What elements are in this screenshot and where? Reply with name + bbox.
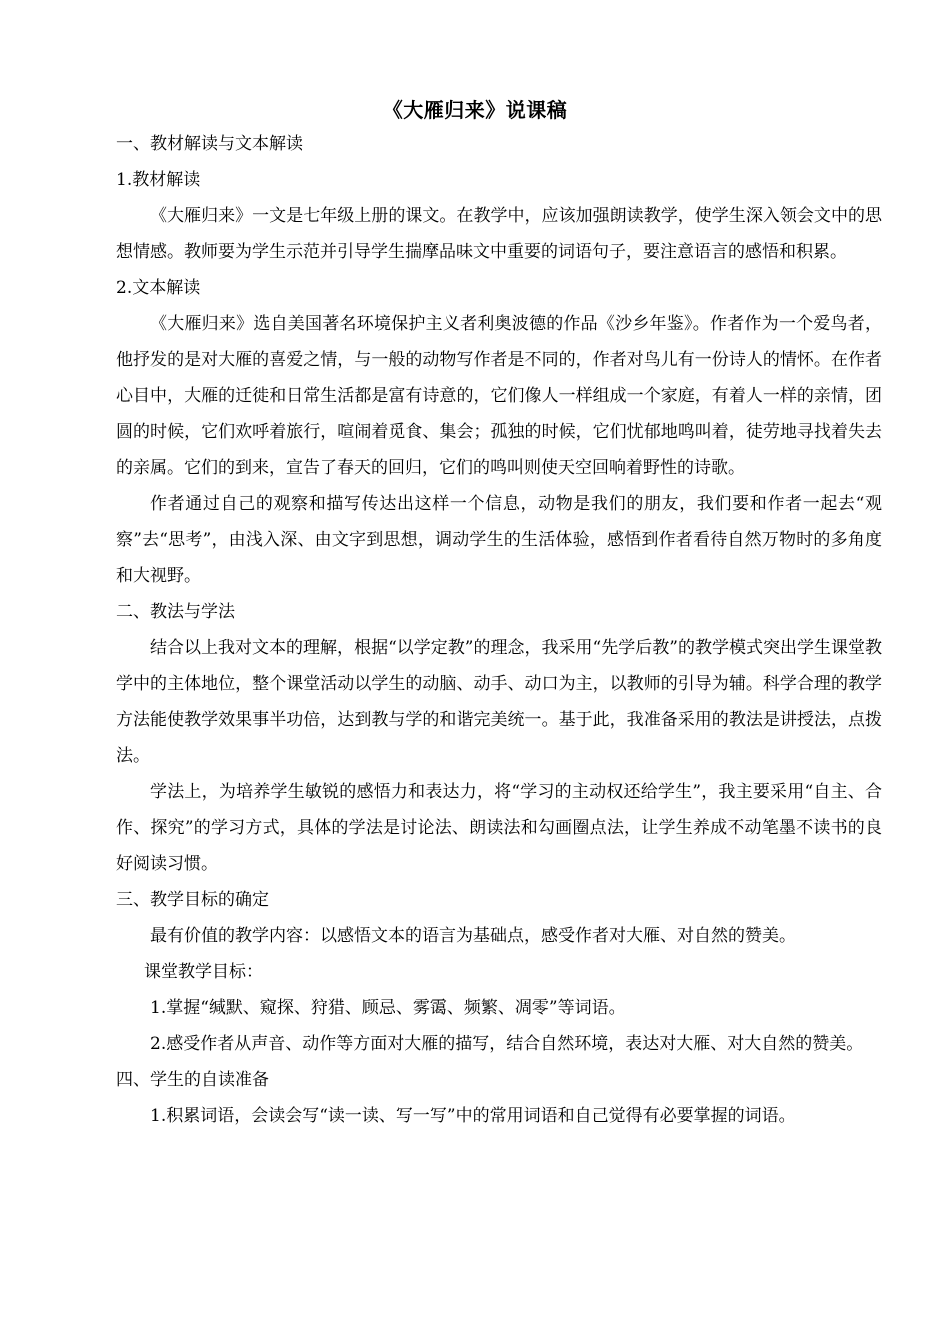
- document-body: [116, 126, 882, 1134]
- paragraph: 结合以上我对文本的理解，根据“以学定教”的理念，我采用“先学后教”的教学模式突出学生课堂教学中的主体地位，整个课堂活动以学生的动脑、动手、动口为主，以教师的引导为辅。科学合理的教学方法能使教学效果事半功倍，达到教与学的和谐完美统一。基于此，我准备采用的教法是讲授法，点拨法。: [116, 638, 882, 766]
- document-title: 《大雁归来》说课稿: [382, 98, 568, 122]
- subsection-heading-1-2: 2.文本解读: [116, 278, 201, 298]
- section-heading-2: 二、教法与学法: [116, 602, 235, 622]
- paragraph: 作者通过自己的观察和描写传达出这样一个信息，动物是我们的朋友，我们要和作者一起去“观察”去“思考”，由浅入深、由文字到思想，调动学生的生活体验，感悟到作者看待自然万物时的多角度和大视野。: [116, 494, 882, 586]
- subsection-heading-1-1: 1.教材解读: [116, 170, 201, 190]
- paragraph: 最有价值的教学内容：以感悟文本的语言为基础点，感受作者对大雁、对自然的赞美。: [150, 926, 796, 946]
- list-item: 2.感受作者从声音、动作等方面对大雁的描写，结合自然环境，表达对大雁、对大自然的赞美。: [150, 1034, 864, 1054]
- section-heading-3: 三、教学目标的确定: [116, 890, 269, 910]
- list-item: 1.积累词语，会读会写“读一读、写一写”中的常用词语和自己觉得有必要掌握的词语。: [150, 1106, 796, 1126]
- section-heading-4: 四、学生的自读准备: [116, 1070, 269, 1090]
- section-heading-1: 一、教材解读与文本解读: [116, 134, 303, 154]
- paragraph: 课堂教学目标：: [144, 962, 263, 982]
- paragraph: 学法上，为培养学生敏锐的感悟力和表达力，将“学习的主动权还给学生”，我主要采用“自主、合作、探究”的学习方式，具体的学法是讨论法、朗读法和勾画圈点法，让学生养成不动笔墨不读书的良好阅读习惯。: [116, 782, 882, 874]
- paragraph: 《大雁归来》选自美国著名环境保护主义者利奥波德的作品《沙乡年鉴》。作者作为一个爱鸟者，他抒发的是对大雁的喜爱之情，与一般的动物写作者是不同的，作者对鸟儿有一份诗人的情怀。在作者心目中，大雁的迁徙和日常生活都是富有诗意的，它们像人一样组成一个家庭，有着人一样的亲情，团圆的时候，它们欢呼着旅行，喧闹着觅食、集会；孤独的时候，它们忧郁地鸣叫着，徒劳地寻找着失去的亲属。它们的到来，宣告了春天的回归，它们的鸣叫则使天空回响着野性的诗歌。: [116, 314, 882, 478]
- paragraph: 《大雁归来》一文是七年级上册的课文。在教学中，应该加强朗读教学，使学生深入领会文中的思想情感。教师要为学生示范并引导学生揣摩品味文中重要的词语句子，要注意语言的感悟和积累。: [116, 206, 882, 262]
- list-item: 1.掌握“缄默、窥探、狩猎、顾忌、雾霭、频繁、凋零”等词语。: [150, 998, 626, 1018]
